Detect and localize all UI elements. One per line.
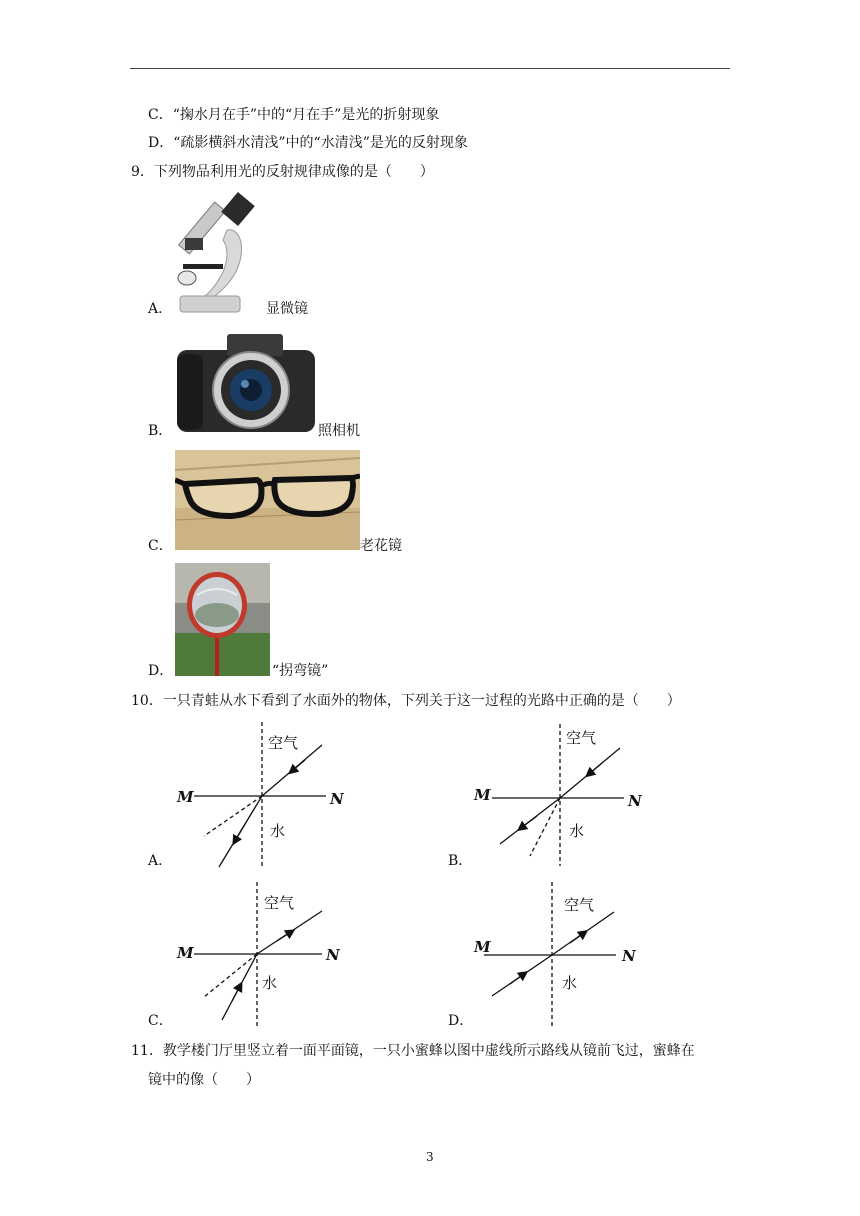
diagram-b-water-label: 水 xyxy=(569,822,585,840)
question-9-stem: 9．下列物品利用光的反射规律成像的是（ ） xyxy=(131,164,434,180)
diagram-a-n-label: N xyxy=(330,790,344,808)
diagram-d-option-letter: D． xyxy=(448,1013,474,1029)
glasses-icon xyxy=(175,450,360,550)
option-d-label: “拐弯镜” xyxy=(272,663,329,679)
diagram-a xyxy=(194,722,326,867)
question-11-stem-line2: 镜中的像（ ） xyxy=(148,1072,260,1088)
diagram-c-water-label: 水 xyxy=(262,974,278,992)
option-b-label: 照相机 xyxy=(318,423,360,439)
diagram-a-m-label: M xyxy=(177,788,194,806)
diagram-d-water-label: 水 xyxy=(562,974,578,992)
diagram-a-water-label: 水 xyxy=(270,822,286,840)
option-c-label: 老花镜 xyxy=(360,538,402,554)
diagram-b xyxy=(492,724,624,866)
diagram-d-air-label: 空气 xyxy=(564,896,595,914)
camera-icon xyxy=(175,332,317,434)
page-number: 3 xyxy=(426,1150,434,1164)
diagram-d-m-label: M xyxy=(474,938,491,956)
microscope-icon xyxy=(175,192,265,314)
header-rule xyxy=(130,68,730,69)
diagram-b-air-label: 空气 xyxy=(566,729,597,747)
diagram-d xyxy=(484,882,616,1026)
convex-mirror-icon xyxy=(175,563,270,676)
diagram-c-air-label: 空气 xyxy=(264,894,295,912)
diagram-c xyxy=(194,882,322,1026)
diagram-d-n-label: N xyxy=(622,947,636,965)
diagram-b-n-label: N xyxy=(628,792,642,810)
option-a-label: 显微镜 xyxy=(266,301,308,317)
question-11-stem-line1: 11．教学楼门厅里竖立着一面平面镜，一只小蜜蜂以图中虚线所示路线从镜前飞过，蜜蜂在 xyxy=(131,1043,695,1059)
question-10-stem: 10．一只青蛙从水下看到了水面外的物体，下列关于这一过程的光路中正确的是（ ） xyxy=(131,693,681,709)
diagram-c-option-letter: C． xyxy=(148,1013,173,1029)
option-d-letter: D． xyxy=(148,663,174,679)
diagram-b-m-label: M xyxy=(474,786,491,804)
option-b-letter: B． xyxy=(148,423,173,439)
diagram-c-m-label: M xyxy=(177,944,194,962)
option-d-prev: D．“疏影横斜水清浅”中的“水清浅”是光的反射现象 xyxy=(148,135,468,151)
option-c-letter: C． xyxy=(148,538,173,554)
option-a-letter: A． xyxy=(148,301,173,317)
diagram-a-option-letter: A． xyxy=(148,853,173,869)
diagram-c-n-label: N xyxy=(326,946,340,964)
option-c-prev: C．“掬水月在手”中的“月在手”是光的折射现象 xyxy=(148,107,440,123)
diagram-b-option-letter: B． xyxy=(448,853,473,869)
diagram-a-air-label: 空气 xyxy=(268,734,299,752)
